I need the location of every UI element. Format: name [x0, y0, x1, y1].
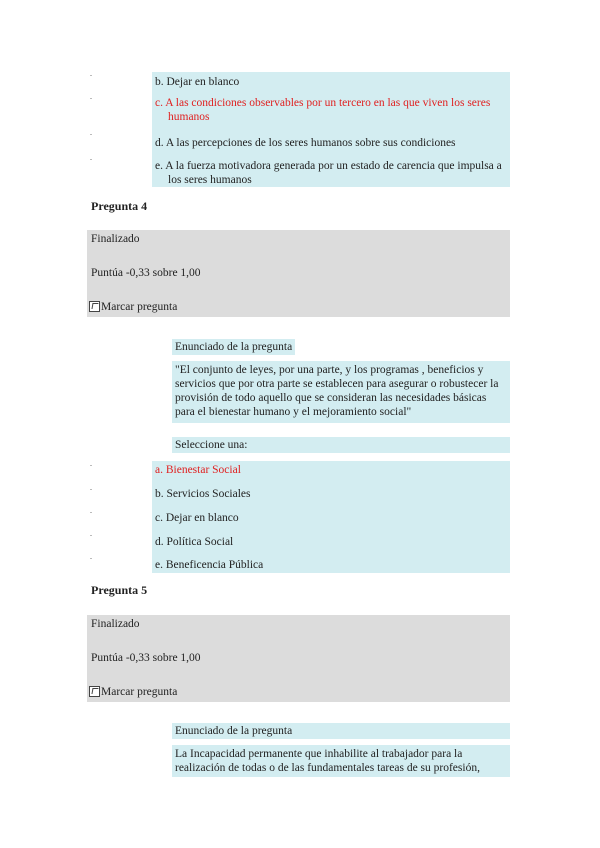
flag-icon: [89, 686, 100, 697]
radio-marker: [90, 75, 92, 76]
radio-marker: [90, 512, 92, 513]
radio-marker: [90, 558, 92, 559]
select-prompt: Seleccione una:: [172, 437, 510, 453]
option-e[interactable]: [152, 154, 510, 187]
question-info-box: [87, 230, 510, 317]
radio-marker: [90, 535, 92, 536]
option-label: a. Bienestar Social: [155, 464, 241, 476]
question-heading: Pregunta 4: [91, 199, 148, 213]
flag-question-link[interactable]: [89, 301, 177, 313]
flag-label: Marcar pregunta: [101, 686, 178, 698]
option-label: b. Servicios Sociales: [155, 488, 251, 500]
flag-question-link[interactable]: [89, 686, 177, 698]
radio-marker: [90, 465, 92, 466]
status-text: Finalizado: [91, 233, 140, 245]
radio-marker: [90, 159, 92, 160]
question-statement: La Incapacidad permanente que inhabilite al trabajador para la realización de todas o de las fundamentales tareas de su profesión,: [172, 745, 510, 777]
option-c-selected[interactable]: [152, 92, 510, 130]
option-label: b. Dejar en blanco: [155, 76, 240, 88]
option-d[interactable]: [152, 130, 510, 154]
radio-marker: [90, 489, 92, 490]
option-label: e. A la fuerza motivadora generada por un estado de carencia que impulsa a los seres humanos: [155, 160, 502, 186]
flag-label: Marcar pregunta: [101, 301, 178, 313]
option-a-selected[interactable]: [152, 461, 510, 482]
option-label: d. Política Social: [155, 536, 234, 548]
option-b[interactable]: [152, 482, 510, 506]
option-label: d. A las percepciones de los seres humanos sobre sus condiciones: [155, 137, 456, 149]
option-label: c. Dejar en blanco: [155, 512, 239, 524]
statement-label: Enunciado de la pregunta: [172, 339, 295, 355]
question-statement: "El conjunto de leyes, por una parte, y los programas , beneficios y servicios que por otra parte se establecen para asegurar o robustecer la provisión de todo aquello que se consideran las necesidades básicas para el bienestar humano y el mejoramiento social": [172, 361, 510, 423]
radio-marker: [90, 134, 92, 135]
question-heading: Pregunta 5: [91, 583, 148, 597]
option-label: c. A las condiciones observables por un tercero en las que viven los seres humanos: [155, 97, 491, 123]
option-label: e. Beneficencia Pública: [155, 559, 264, 571]
option-b[interactable]: [152, 72, 510, 92]
radio-marker: [90, 98, 92, 99]
status-text: Finalizado: [91, 618, 140, 630]
flag-icon: [89, 301, 100, 312]
option-d[interactable]: [152, 530, 510, 554]
option-c[interactable]: [152, 506, 510, 530]
score-text: Puntúa -0,33 sobre 1,00: [91, 652, 201, 664]
score-text: Puntúa -0,33 sobre 1,00: [91, 267, 201, 279]
statement-label: Enunciado de la pregunta: [172, 723, 510, 739]
question-info-box: [87, 615, 510, 702]
option-e[interactable]: [152, 554, 510, 573]
